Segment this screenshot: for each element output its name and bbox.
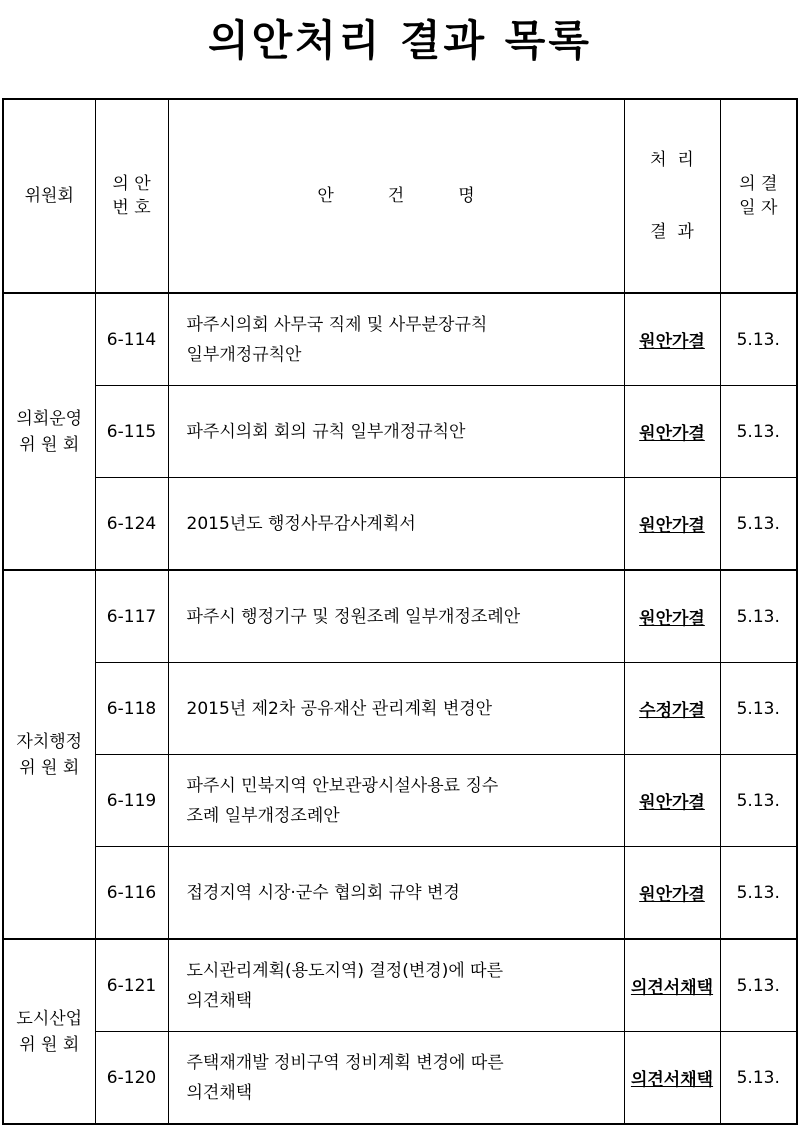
header-date-line2: 일 자 bbox=[739, 198, 778, 218]
table-row bbox=[3, 478, 797, 571]
bill-date: 5.13. bbox=[720, 663, 797, 755]
bill-result: 의견서채택 bbox=[624, 1032, 720, 1125]
committee-cell bbox=[3, 293, 95, 570]
header-date-line1: 의 결 bbox=[739, 174, 778, 194]
committee-suffix: 위 원 회 bbox=[19, 434, 80, 455]
bill-result: 원안가결 bbox=[624, 755, 720, 847]
table-row bbox=[3, 663, 797, 755]
bill-date: 5.13. bbox=[720, 939, 797, 1032]
bill-result: 의견서채택 bbox=[624, 939, 720, 1032]
bill-name bbox=[168, 847, 624, 940]
committee-name: 도시산업 bbox=[16, 1008, 83, 1029]
bill-number: 6-114 bbox=[95, 293, 168, 386]
bill-date: 5.13. bbox=[720, 1032, 797, 1125]
bill-number: 6-119 bbox=[95, 755, 168, 847]
bill-date: 5.13. bbox=[720, 755, 797, 847]
bill-number: 6-117 bbox=[95, 570, 168, 663]
bill-date: 5.13. bbox=[720, 386, 797, 478]
header-bill-no-line1: 의 안 bbox=[112, 174, 151, 194]
table-row bbox=[3, 755, 797, 847]
bill-name bbox=[168, 939, 624, 1032]
bill-name bbox=[168, 1032, 624, 1125]
bill-name-line1: 2015년도 행정사무감사계획서 bbox=[186, 513, 416, 534]
committee-cell bbox=[3, 939, 95, 1124]
table-row bbox=[3, 386, 797, 478]
bill-name bbox=[168, 570, 624, 663]
bill-name-line1: 파주시 행정기구 및 정원조례 일부개정조례안 bbox=[186, 606, 521, 627]
bill-date: 5.13. bbox=[720, 293, 797, 386]
table-row bbox=[3, 939, 797, 1032]
committee-suffix: 위 원 회 bbox=[19, 757, 80, 778]
bill-name bbox=[168, 386, 624, 478]
header-bill-name: 안 건 명 bbox=[168, 99, 624, 293]
bill-name-line2: 조례 일부개정조례안 bbox=[186, 805, 340, 826]
bill-result: 수정가결 bbox=[624, 663, 720, 755]
bill-result: 원안가결 bbox=[624, 570, 720, 663]
table-row bbox=[3, 570, 797, 663]
header-result-line2: 결 과 bbox=[650, 222, 694, 242]
bill-name bbox=[168, 478, 624, 571]
bill-result: 원안가결 bbox=[624, 386, 720, 478]
header-result-line1: 처 리 bbox=[650, 150, 694, 170]
bill-name-line1: 도시관리계획(용도지역) 결정(변경)에 따른 bbox=[186, 960, 504, 981]
header-bill-no-line2: 번 호 bbox=[112, 198, 151, 218]
table-row bbox=[3, 1032, 797, 1125]
bill-number: 6-124 bbox=[95, 478, 168, 571]
bill-result: 원안가결 bbox=[624, 293, 720, 386]
bill-name-line2: 의견채택 bbox=[186, 1082, 253, 1103]
bill-number: 6-120 bbox=[95, 1032, 168, 1125]
header-bill-no bbox=[95, 99, 168, 293]
committee-suffix: 위 원 회 bbox=[19, 1034, 80, 1055]
bill-number: 6-121 bbox=[95, 939, 168, 1032]
bill-results-table bbox=[2, 98, 798, 1125]
bill-name-line2: 의견채택 bbox=[186, 990, 253, 1011]
header-committee: 위원회 bbox=[3, 99, 95, 293]
page-title: 의안처리 결과 목록 bbox=[208, 16, 592, 65]
bill-name-line1: 파주시의회 회의 규칙 일부개정규칙안 bbox=[186, 421, 466, 442]
bill-name bbox=[168, 293, 624, 386]
bill-number: 6-115 bbox=[95, 386, 168, 478]
bill-date: 5.13. bbox=[720, 570, 797, 663]
bill-name bbox=[168, 755, 624, 847]
bill-number: 6-116 bbox=[95, 847, 168, 940]
bill-number: 6-118 bbox=[95, 663, 168, 755]
bill-date: 5.13. bbox=[720, 847, 797, 940]
header-date bbox=[720, 99, 797, 293]
bill-result: 원안가결 bbox=[624, 478, 720, 571]
committee-name: 자치행정 bbox=[16, 731, 83, 752]
bill-date: 5.13. bbox=[720, 478, 797, 571]
bill-name bbox=[168, 663, 624, 755]
header-result bbox=[624, 99, 720, 293]
bill-name-line1: 파주시 민북지역 안보관광시설사용료 징수 bbox=[186, 775, 499, 796]
bill-name-line1: 접경지역 시장·군수 협의회 규약 변경 bbox=[186, 882, 460, 903]
table-row bbox=[3, 847, 797, 940]
bill-name-line1: 주택재개발 정비구역 정비계획 변경에 따른 bbox=[186, 1052, 504, 1073]
bill-name-line1: 2015년 제2차 공유재산 관리계획 변경안 bbox=[186, 698, 493, 719]
bill-name-line2: 일부개정규칙안 bbox=[186, 344, 302, 365]
committee-name: 의회운영 bbox=[16, 408, 83, 429]
header-row bbox=[3, 99, 797, 293]
bill-name-line1: 파주시의회 사무국 직제 및 사무분장규칙 bbox=[186, 314, 488, 335]
bill-result: 원안가결 bbox=[624, 847, 720, 940]
committee-cell bbox=[3, 570, 95, 939]
table-row bbox=[3, 293, 797, 386]
